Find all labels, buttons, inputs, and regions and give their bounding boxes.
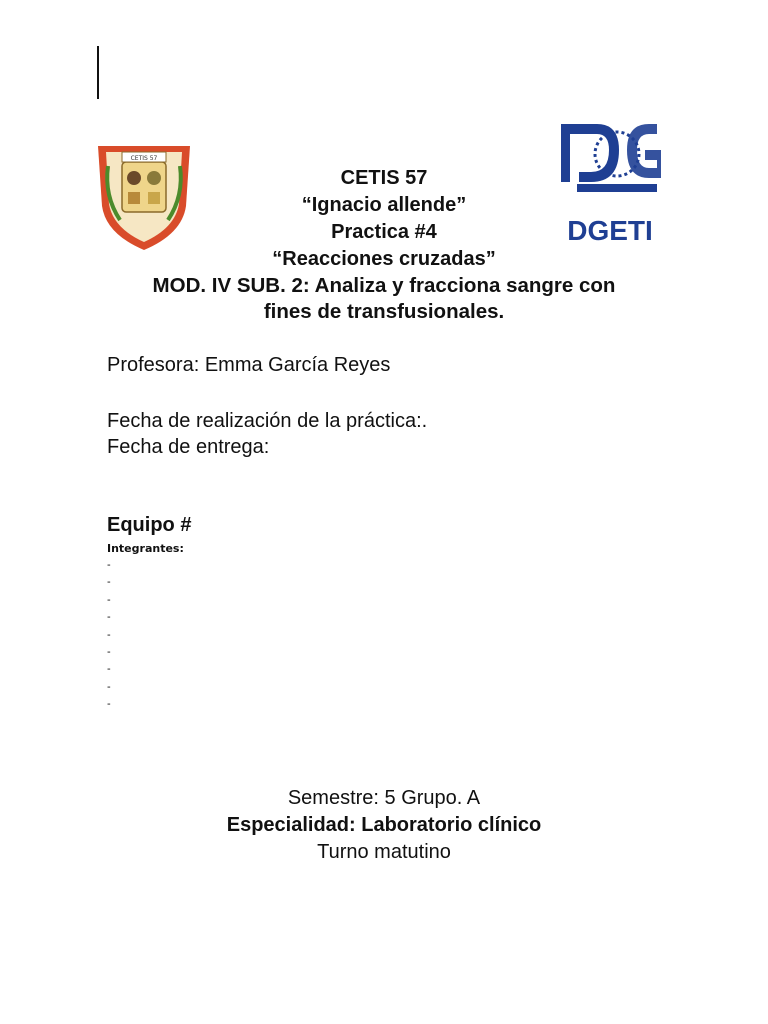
module-line-2: fines de transfusionales. (263, 300, 505, 323)
team-title: Equipo # (107, 514, 192, 536)
member-item: - (107, 628, 111, 641)
member-item: - (107, 559, 111, 571)
cetis-logo-banner-text: CETIS 57 (130, 155, 158, 162)
members-list (107, 557, 111, 714)
member-item: - (107, 646, 111, 659)
practice-title: “Reacciones cruzadas” (272, 248, 496, 270)
delivery-date-label: Fecha de entrega: (107, 436, 270, 458)
specialty: Especialidad: Laboratorio clínico (226, 814, 542, 836)
member-item: - (107, 680, 111, 693)
members-label: Integrantes: (107, 542, 184, 555)
member-item: - (107, 593, 111, 606)
member-item: - (107, 698, 111, 711)
member-item: - (107, 576, 111, 589)
practice-number: Practica #4 (331, 221, 437, 243)
member-item: - (107, 663, 111, 676)
completion-date-label: Fecha de realización de la práctica:. (107, 410, 428, 432)
semester-group: Semestre: 5 Grupo. A (287, 787, 481, 809)
document-footer (100, 785, 668, 866)
school-name: “Ignacio allende” (301, 194, 467, 216)
module-line-1: MOD. IV SUB. 2: Analiza y fracciona sangre con (152, 274, 616, 297)
dgeti-logo-text: DGETI (567, 215, 653, 244)
school-title: CETIS 57 (340, 167, 428, 189)
teacher-name: Profesora: Emma García Reyes (107, 354, 391, 376)
document-header (100, 165, 668, 325)
shift: Turno matutino (317, 841, 451, 863)
member-item: - (107, 611, 111, 624)
text-cursor-line (97, 46, 99, 99)
